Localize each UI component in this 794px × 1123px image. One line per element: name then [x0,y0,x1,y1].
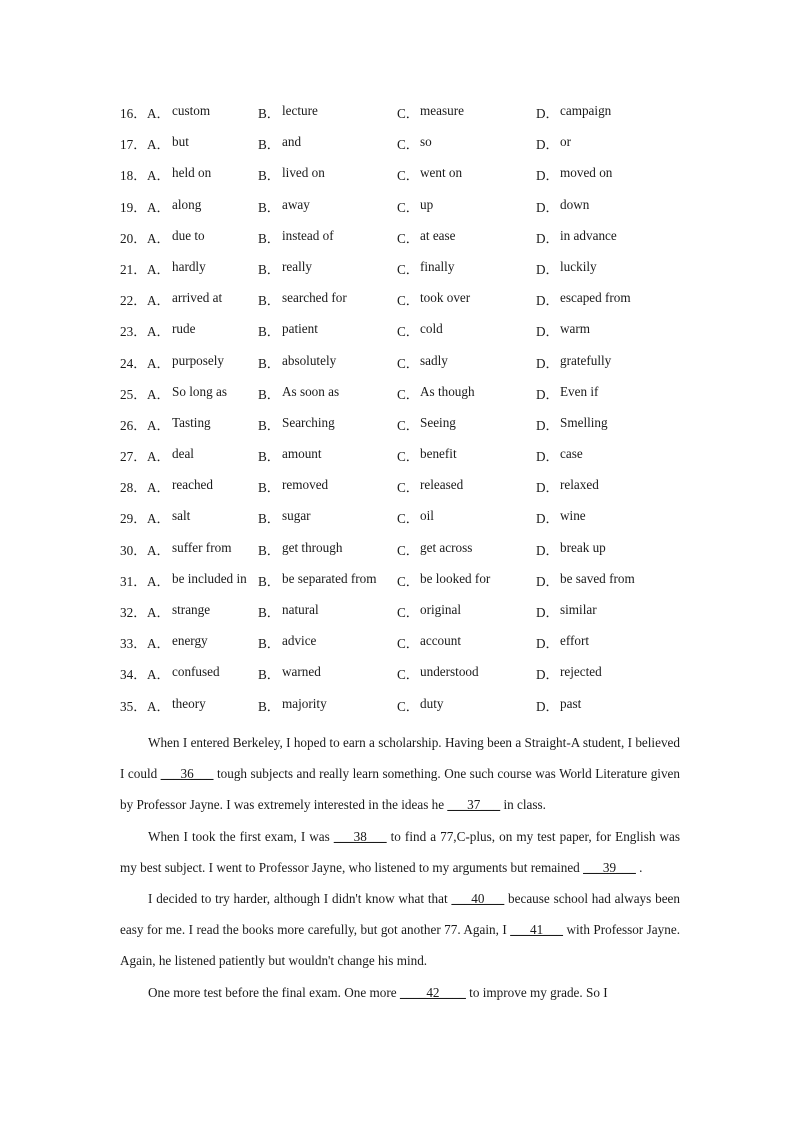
passage-paragraph-1 [120,727,680,821]
option-c-text: duty [420,695,444,711]
passage-text: I decided to try harder, although I didn't know what that [148,891,452,907]
question-number: 31． [120,573,147,589]
passage-text: with Professor Jayne. Again, he listened patiently but wouldn't change his mind. [120,922,680,969]
option-b-letter: B． [258,386,280,402]
option-c-text: went on [420,165,463,181]
option-c-letter: C． [397,667,419,683]
question-row [120,165,680,196]
option-a-letter: A． [147,511,170,527]
question-row [120,103,680,134]
option-b-text: majority [282,695,327,711]
option-b-text: warned [282,664,321,680]
option-b-text: instead of [282,227,334,243]
question-number: 16． [120,106,147,121]
option-c-letter: C． [397,199,419,215]
option-d-text: gratefully [560,352,612,368]
question-row [120,384,680,415]
option-c-letter: C． [397,230,419,246]
passage-paragraph-4 [120,977,680,1008]
option-c-text: As though [420,383,475,399]
option-d-text: break up [560,539,606,555]
question-number: 35． [120,698,147,714]
option-d-text: case [560,446,583,462]
option-a-letter: A． [147,137,170,153]
option-b-letter: B． [258,168,280,184]
option-a-letter: A． [147,636,170,652]
option-a-text: confused [172,664,220,680]
option-b-text: lived on [282,165,325,181]
option-a-letter: A． [147,542,170,558]
option-c-text: understood [420,664,479,680]
question-number: 32． [120,605,147,620]
passage-text: One more test before the final exam. One more [148,984,400,1000]
option-a-letter: A． [147,106,170,121]
option-d-letter: D． [536,667,559,683]
option-c-letter: C． [397,511,419,527]
option-b-letter: B． [258,511,280,527]
question-row [120,540,680,571]
option-c-letter: C． [397,480,419,496]
blank-39: ___39___ [583,859,636,875]
question-number: 23． [120,324,147,340]
option-b-text: patient [282,321,318,337]
blank-38: ___38___ [333,828,387,844]
option-c-text: be looked for [420,570,491,586]
option-a-text: reached [172,477,213,493]
option-a-letter: A． [147,261,170,277]
question-number: 34． [120,667,147,683]
option-c-text: sadly [420,352,448,368]
option-b-text: amount [282,446,322,462]
option-d-text: rejected [560,664,602,680]
option-a-letter: A． [147,417,170,433]
option-a-letter: A． [147,324,170,340]
question-row [120,446,680,477]
option-b-letter: B． [258,542,280,558]
passage-text: to improve my grade. So I [465,984,608,1000]
reading-passage [120,727,680,1008]
answer-options-list [120,103,680,727]
passage-text: When I entered Berkeley, I hoped to earn a scholarship. Having been a Straight-A student, I believed I could [120,735,680,782]
option-b-letter: B． [258,199,280,215]
question-row [120,664,680,695]
option-b-letter: B． [258,573,280,589]
option-b-text: removed [282,477,329,493]
option-d-letter: D． [536,511,559,527]
passage-text: to find a 77,C-plus, on my test paper, for English was my best subject. I went to Professor Jayne, who listened to my arguments but remained [120,828,680,875]
option-b-letter: B． [258,230,280,246]
question-row [120,508,680,539]
option-a-text: energy [172,633,208,649]
option-d-letter: D． [536,168,559,184]
passage-paragraph-3 [120,883,680,977]
option-d-text: luckily [560,258,597,274]
option-c-letter: C． [397,261,419,277]
option-a-letter: A． [147,573,170,589]
question-number: 19． [120,199,147,215]
option-a-letter: A． [147,230,170,246]
question-row [120,228,680,259]
option-d-letter: D． [536,386,559,402]
option-d-text: Even if [560,383,599,399]
option-a-text: hardly [172,258,206,274]
option-b-text: away [282,196,310,212]
option-b-letter: B． [258,324,280,340]
option-a-text: strange [172,602,211,617]
question-number: 24． [120,355,147,371]
option-c-text: oil [420,508,434,524]
option-d-text: be saved from [560,570,635,586]
question-number: 30． [120,542,147,558]
option-a-letter: A． [147,605,170,620]
option-d-letter: D． [536,542,559,558]
option-b-letter: B． [258,261,280,277]
question-number: 25． [120,386,147,402]
option-c-text: measure [420,103,464,118]
option-a-text: So long as [172,383,227,399]
option-d-text: down [560,196,590,212]
blank-36: ___36___ [160,766,214,782]
question-number: 21． [120,261,147,277]
option-c-text: account [420,633,462,649]
option-a-letter: A． [147,667,170,683]
blank-41: ___41___ [510,922,563,938]
option-d-letter: D． [536,573,559,589]
option-d-text: warm [560,321,591,337]
question-row [120,353,680,384]
option-c-letter: C． [397,386,419,402]
option-a-text: custom [172,103,211,118]
question-number: 27． [120,449,147,465]
option-d-letter: D． [536,293,559,309]
option-d-letter: D． [536,137,559,153]
question-row [120,696,680,727]
passage-text: in class. [500,797,546,813]
question-row [120,197,680,228]
option-b-text: get through [282,539,343,555]
option-c-text: benefit [420,446,457,462]
option-b-text: advice [282,633,317,649]
option-c-letter: C． [397,168,419,184]
question-number: 29． [120,511,147,527]
option-c-letter: C． [397,573,419,589]
option-c-text: finally [420,258,455,274]
option-d-letter: D． [536,355,559,371]
question-row [120,602,680,633]
question-number: 33． [120,636,147,652]
option-a-letter: A． [147,199,170,215]
question-row [120,571,680,602]
question-row [120,134,680,165]
option-a-text: due to [172,227,205,243]
option-c-letter: C． [397,542,419,558]
option-a-text: theory [172,695,206,711]
option-a-text: be included in [172,570,247,586]
option-d-text: escaped from [560,290,631,306]
question-row [120,633,680,664]
option-c-text: Seeing [420,414,456,430]
passage-text: tough subjects and really learn something. One such course was World Literature given by Professor Jayne. I was extremely interested in the ideas he [120,766,680,813]
blank-37: ___37___ [447,797,501,813]
question-number: 26． [120,417,147,433]
option-b-letter: B． [258,605,280,620]
blank-40: ___40___ [451,891,505,907]
option-d-text: moved on [560,165,613,181]
question-number: 22． [120,293,147,309]
question-row [120,477,680,508]
option-c-letter: C． [397,449,419,465]
passage-text: because school had always been easy for me. I read the books more carefully, but got another 77. Again, I [120,891,680,938]
option-c-letter: C． [397,698,419,714]
option-a-text: salt [172,508,191,524]
option-b-text: be separated from [282,570,377,586]
option-c-letter: C． [397,417,419,433]
option-d-text: similar [560,602,597,617]
option-b-letter: B． [258,480,280,496]
option-b-letter: B． [258,417,280,433]
option-b-text: lecture [282,103,318,118]
option-a-letter: A． [147,355,170,371]
option-c-letter: C． [397,636,419,652]
passage-paragraph-2 [120,821,680,883]
option-b-text: and [282,134,302,150]
option-b-letter: B． [258,293,280,309]
option-c-letter: C． [397,293,419,309]
option-a-text: purposely [172,352,225,368]
option-d-text: campaign [560,103,612,118]
option-d-letter: D． [536,605,559,620]
option-a-text: Tasting [172,414,211,430]
option-c-text: at ease [420,227,456,243]
option-b-text: Searching [282,414,335,430]
option-c-letter: C． [397,324,419,340]
option-d-text: effort [560,633,590,649]
question-number: 17． [120,137,147,153]
option-d-letter: D． [536,199,559,215]
option-b-text: natural [282,602,319,617]
option-a-text: arrived at [172,290,223,306]
option-d-letter: D． [536,480,559,496]
option-a-letter: A． [147,386,170,402]
option-d-text: relaxed [560,477,599,493]
option-a-letter: A． [147,480,170,496]
option-b-letter: B． [258,449,280,465]
option-c-letter: C． [397,355,419,371]
option-b-text: absolutely [282,352,337,368]
option-a-text: suffer from [172,539,232,555]
option-b-letter: B． [258,355,280,371]
option-d-text: wine [560,508,586,524]
option-a-letter: A． [147,449,170,465]
option-c-letter: C． [397,605,419,620]
option-c-text: get across [420,539,473,555]
option-d-letter: D． [536,636,559,652]
option-c-text: cold [420,321,443,337]
question-number: 20． [120,230,147,246]
blank-42: ____42____ [399,984,466,1000]
option-d-letter: D． [536,417,559,433]
option-d-letter: D． [536,230,559,246]
option-a-letter: A． [147,168,170,184]
question-row [120,259,680,290]
option-a-letter: A． [147,293,170,309]
question-row [120,415,680,446]
option-d-letter: D． [536,106,559,121]
question-number: 18． [120,168,147,184]
option-d-letter: D． [536,324,559,340]
option-b-text: searched for [282,290,347,306]
option-a-text: deal [172,446,194,462]
option-b-text: As soon as [282,383,340,399]
option-a-text: but [172,134,189,150]
option-d-text: in advance [560,227,617,243]
option-d-text: or [560,134,571,150]
option-c-text: up [420,196,434,212]
option-d-text: past [560,695,582,711]
passage-text: When I took the first exam, I was [148,828,334,844]
option-b-text: sugar [282,508,311,524]
option-a-letter: A． [147,698,170,714]
option-c-letter: C． [397,137,419,153]
option-b-letter: B． [258,698,280,714]
question-number: 28． [120,480,147,496]
option-a-text: held on [172,165,212,181]
option-c-text: released [420,477,464,493]
option-b-letter: B． [258,636,280,652]
option-d-letter: D． [536,698,559,714]
option-b-letter: B． [258,667,280,683]
option-d-letter: D． [536,261,559,277]
option-c-text: so [420,134,432,150]
option-b-letter: B． [258,106,280,121]
question-row [120,321,680,352]
option-a-text: along [172,196,202,212]
option-c-letter: C． [397,106,419,121]
option-b-letter: B． [258,137,280,153]
option-c-text: took over [420,290,471,306]
option-d-text: Smelling [560,414,608,430]
question-row [120,290,680,321]
passage-text: . [635,859,643,875]
option-d-letter: D． [536,449,559,465]
option-c-text: original [420,602,462,617]
option-a-text: rude [172,321,196,337]
option-b-text: really [282,258,313,274]
